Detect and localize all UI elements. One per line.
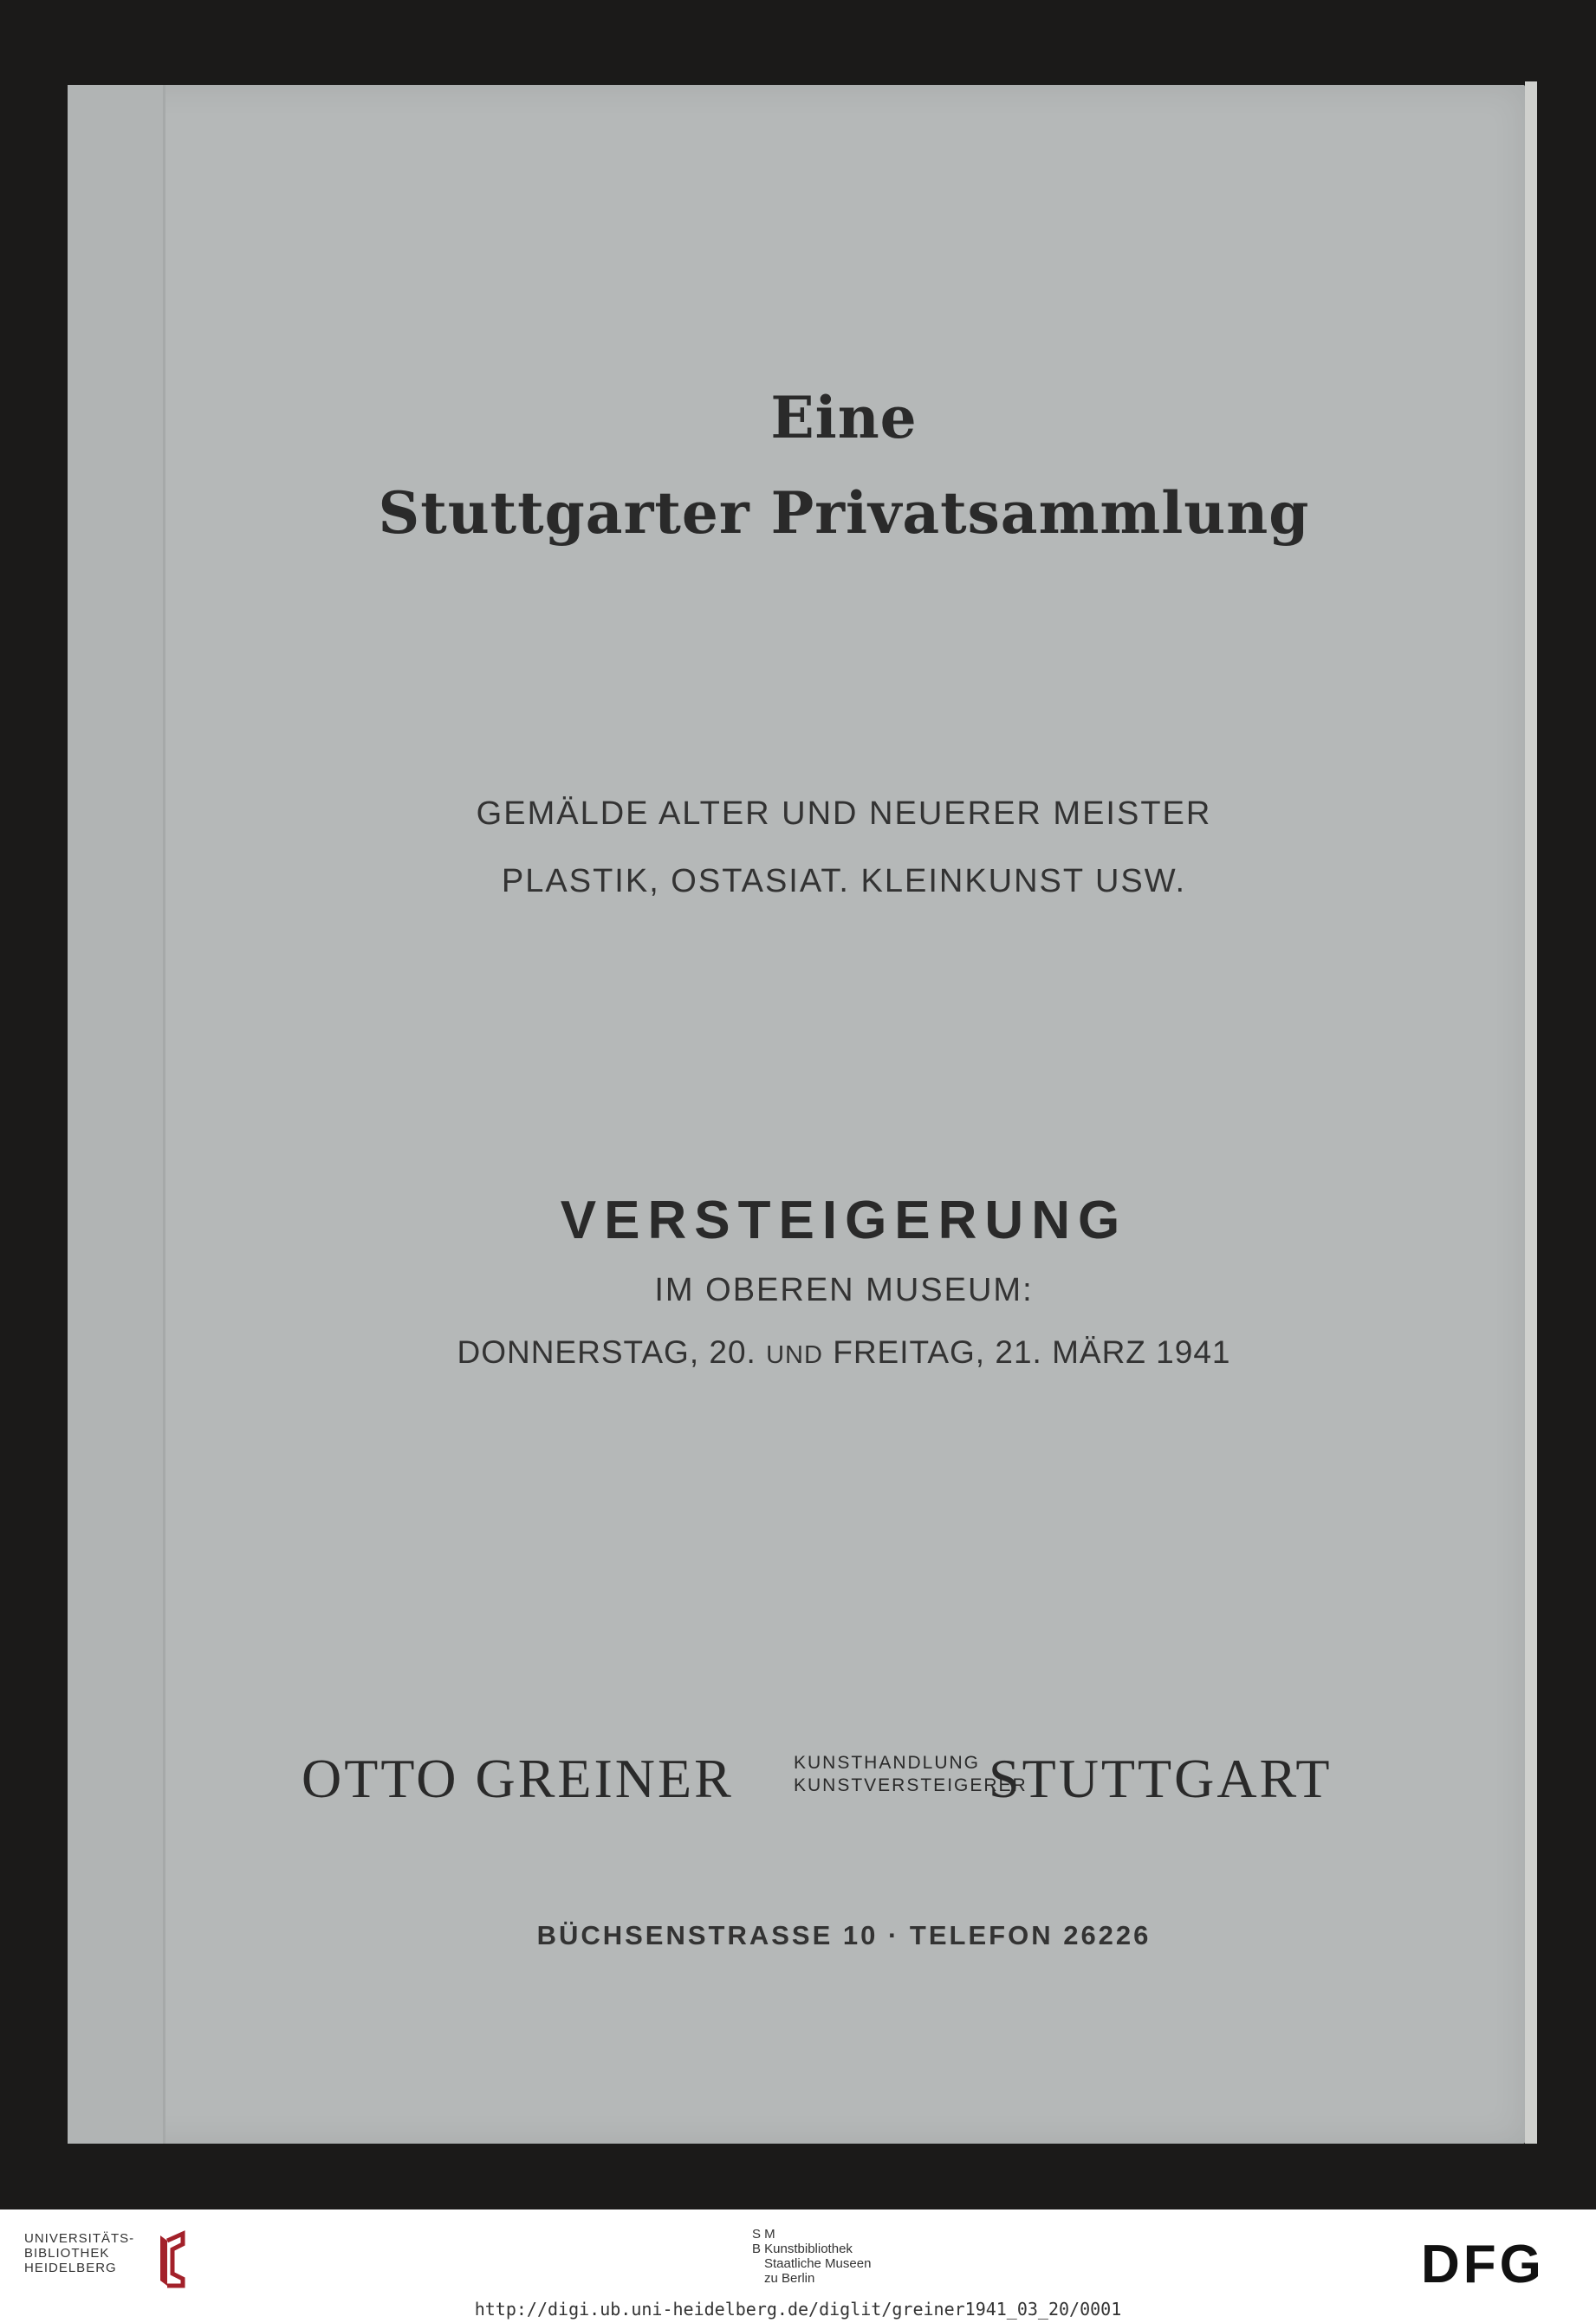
dates-line <box>163 1334 1525 1371</box>
ub-emblem-icon <box>143 2229 195 2289</box>
dates-part-1: DONNERSTAG, 20. <box>457 1334 767 1370</box>
address-line: BÜCHSENSTRASSE 10 · TELEFON 26226 <box>536 1920 1152 1950</box>
title-line-2: Stuttgarter Privatsammlung <box>378 479 1310 547</box>
permalink-url[interactable]: http://digi.ub.uni-heidelberg.de/diglit/greiner1941_03_20/0001 <box>474 2299 1122 2320</box>
ub-heidelberg-logo[interactable] <box>24 2231 134 2275</box>
auction-heading: VERSTEIGERUNG <box>560 1191 1128 1250</box>
firm-desc-line-1: KUNSTHANDLUNG <box>794 1753 981 1773</box>
catalog-cover <box>68 85 1525 2144</box>
subtitle-line-2: PLASTIK, OSTASIAT. KLEINKUNST USW. <box>501 863 1187 899</box>
title-line-1: Eine <box>770 384 918 451</box>
page-edge <box>1525 81 1537 2144</box>
ub-logo-line-2: BIBLIOTHEK <box>24 2246 110 2261</box>
dates-part-2: FREITAG, 21. MÄRZ 1941 <box>822 1334 1231 1370</box>
dfg-logo[interactable]: DFG <box>1421 2235 1545 2294</box>
firm-desc-line-2: KUNSTVERSTEIGERER <box>794 1775 1028 1795</box>
sm-logo-line-1: S M <box>752 2227 775 2242</box>
ub-logo-line-1: UNIVERSITÄTS- <box>24 2231 135 2246</box>
sm-kunstbibliothek-logo[interactable] <box>752 2227 871 2286</box>
sm-logo-line-3: Staatliche Museen <box>764 2256 872 2271</box>
firm-city: STUTTGART <box>989 1748 1333 1809</box>
sm-logo-line-4: zu Berlin <box>764 2271 815 2286</box>
firm-line <box>302 1747 1376 1825</box>
venue-line: IM OBEREN MUSEUM: <box>654 1272 1034 1308</box>
dates-und: UND <box>766 1341 823 1369</box>
sm-logo-line-2: B Kunstbibliothek <box>752 2242 853 2256</box>
firm-name: OTTO GREINER <box>302 1748 734 1809</box>
cover-spine <box>68 85 165 2144</box>
digitization-footer <box>0 2209 1596 2323</box>
ub-logo-line-3: HEIDELBERG <box>24 2261 117 2275</box>
subtitle-line-1: GEMÄLDE ALTER UND NEUERER MEISTER <box>476 795 1212 832</box>
